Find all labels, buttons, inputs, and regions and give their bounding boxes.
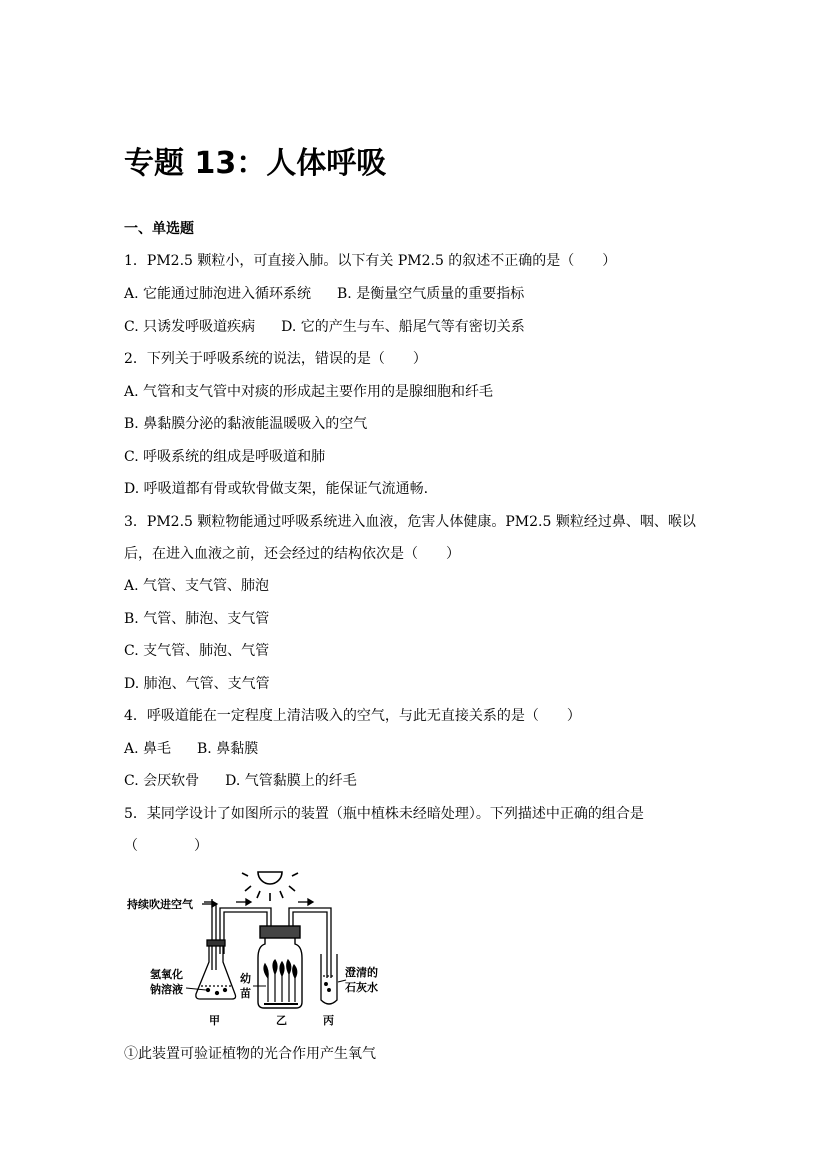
question-1-options-ab [124, 285, 524, 303]
apparatus-figure [120, 866, 390, 1032]
label-seedling-line2: 苗 [240, 987, 251, 1000]
test-tube-bing [321, 954, 337, 1004]
label-naoh-line2: 钠溶液 [150, 983, 183, 996]
label-limewater-line2: 石灰水 [345, 981, 378, 994]
q1-option-b: B. 是衡量空气质量的重要指标 [337, 286, 525, 302]
page-title: 专题 13：人体呼吸 [124, 146, 387, 181]
question-5-stem-line2: （ ） [124, 838, 208, 854]
q1-option-d: D. 它的产生与车、船尾气等有密切关系 [281, 319, 525, 335]
q2-option-d: D. 呼吸道都有骨或软骨做支架，能保证气流通畅. [124, 481, 429, 497]
q3-option-d: D. 肺泡、气管、支气管 [124, 676, 270, 692]
q3-option-a: A. 气管、支气管、肺泡 [124, 578, 270, 594]
q5-statement-1: ①此装置可验证植物的光合作用产生氧气 [124, 1046, 376, 1062]
q3-option-c: C. 支气管、肺泡、气管 [124, 643, 270, 659]
q4-option-b: B. 鼻黏膜 [197, 741, 259, 757]
label-air-inflow: 持续吹进空气 [127, 898, 193, 911]
q2-option-b: B. 鼻黏膜分泌的黏液能温暖吸入的空气 [124, 416, 368, 432]
question-3-stem-line1: 3．PM2.5 颗粒物能通过呼吸系统进入血液，危害人体健康。PM2.5 颗粒经过鼻、咽、喉以 [124, 514, 696, 530]
label-jia: 甲 [209, 1014, 220, 1027]
light-source-icon [242, 872, 298, 901]
seedlings-icon [264, 960, 298, 1004]
question-4-options-ab [124, 740, 258, 758]
question-3-stem-line2: 后，在进入血液之前，还会经过的结构依次是（ ） [124, 546, 460, 562]
q1-option-a: A. 它能通过肺泡进入循环系统 [124, 286, 312, 302]
q1-option-c: C. 只诱发呼吸道疾病 [124, 319, 256, 335]
question-5-stem-line1: 5．某同学设计了如图所示的装置（瓶中植株未经暗处理）。下列描述中正确的组合是 [124, 806, 644, 822]
q4-option-d: D. 气管黏膜上的纤毛 [225, 773, 357, 789]
question-2-stem: 2．下列关于呼吸系统的说法，错误的是（ ） [124, 351, 427, 367]
label-limewater-line1: 澄清的 [345, 966, 378, 979]
label-bing: 丙 [323, 1014, 334, 1027]
section-heading: 一、单选题 [124, 221, 194, 237]
question-4-stem: 4．呼吸道能在一定程度上清洁吸入的空气，与此无直接关系的是（ ） [124, 708, 581, 724]
label-naoh-line1: 氢氧化 [150, 968, 183, 981]
q4-option-a: A. 鼻毛 [124, 741, 172, 757]
question-1-stem: 1．PM2.5 颗粒小，可直接入肺。以下有关 PM2.5 的叙述不正确的是（ ） [124, 253, 617, 269]
q3-option-b: B. 气管、肺泡、支气管 [124, 611, 270, 627]
q2-option-c: C. 呼吸系统的组成是呼吸道和肺 [124, 449, 326, 465]
label-seedling-line1: 幼 [240, 972, 251, 985]
q4-option-c: C. 会厌软骨 [124, 773, 200, 789]
question-4-options-cd [124, 772, 357, 790]
apparatus-diagram [120, 866, 390, 1032]
label-yi: 乙 [276, 1014, 287, 1027]
question-1-options-cd [124, 318, 525, 336]
q2-option-a: A. 气管和支气管中对痰的形成起主要作用的是腺细胞和纤毛 [124, 384, 494, 400]
